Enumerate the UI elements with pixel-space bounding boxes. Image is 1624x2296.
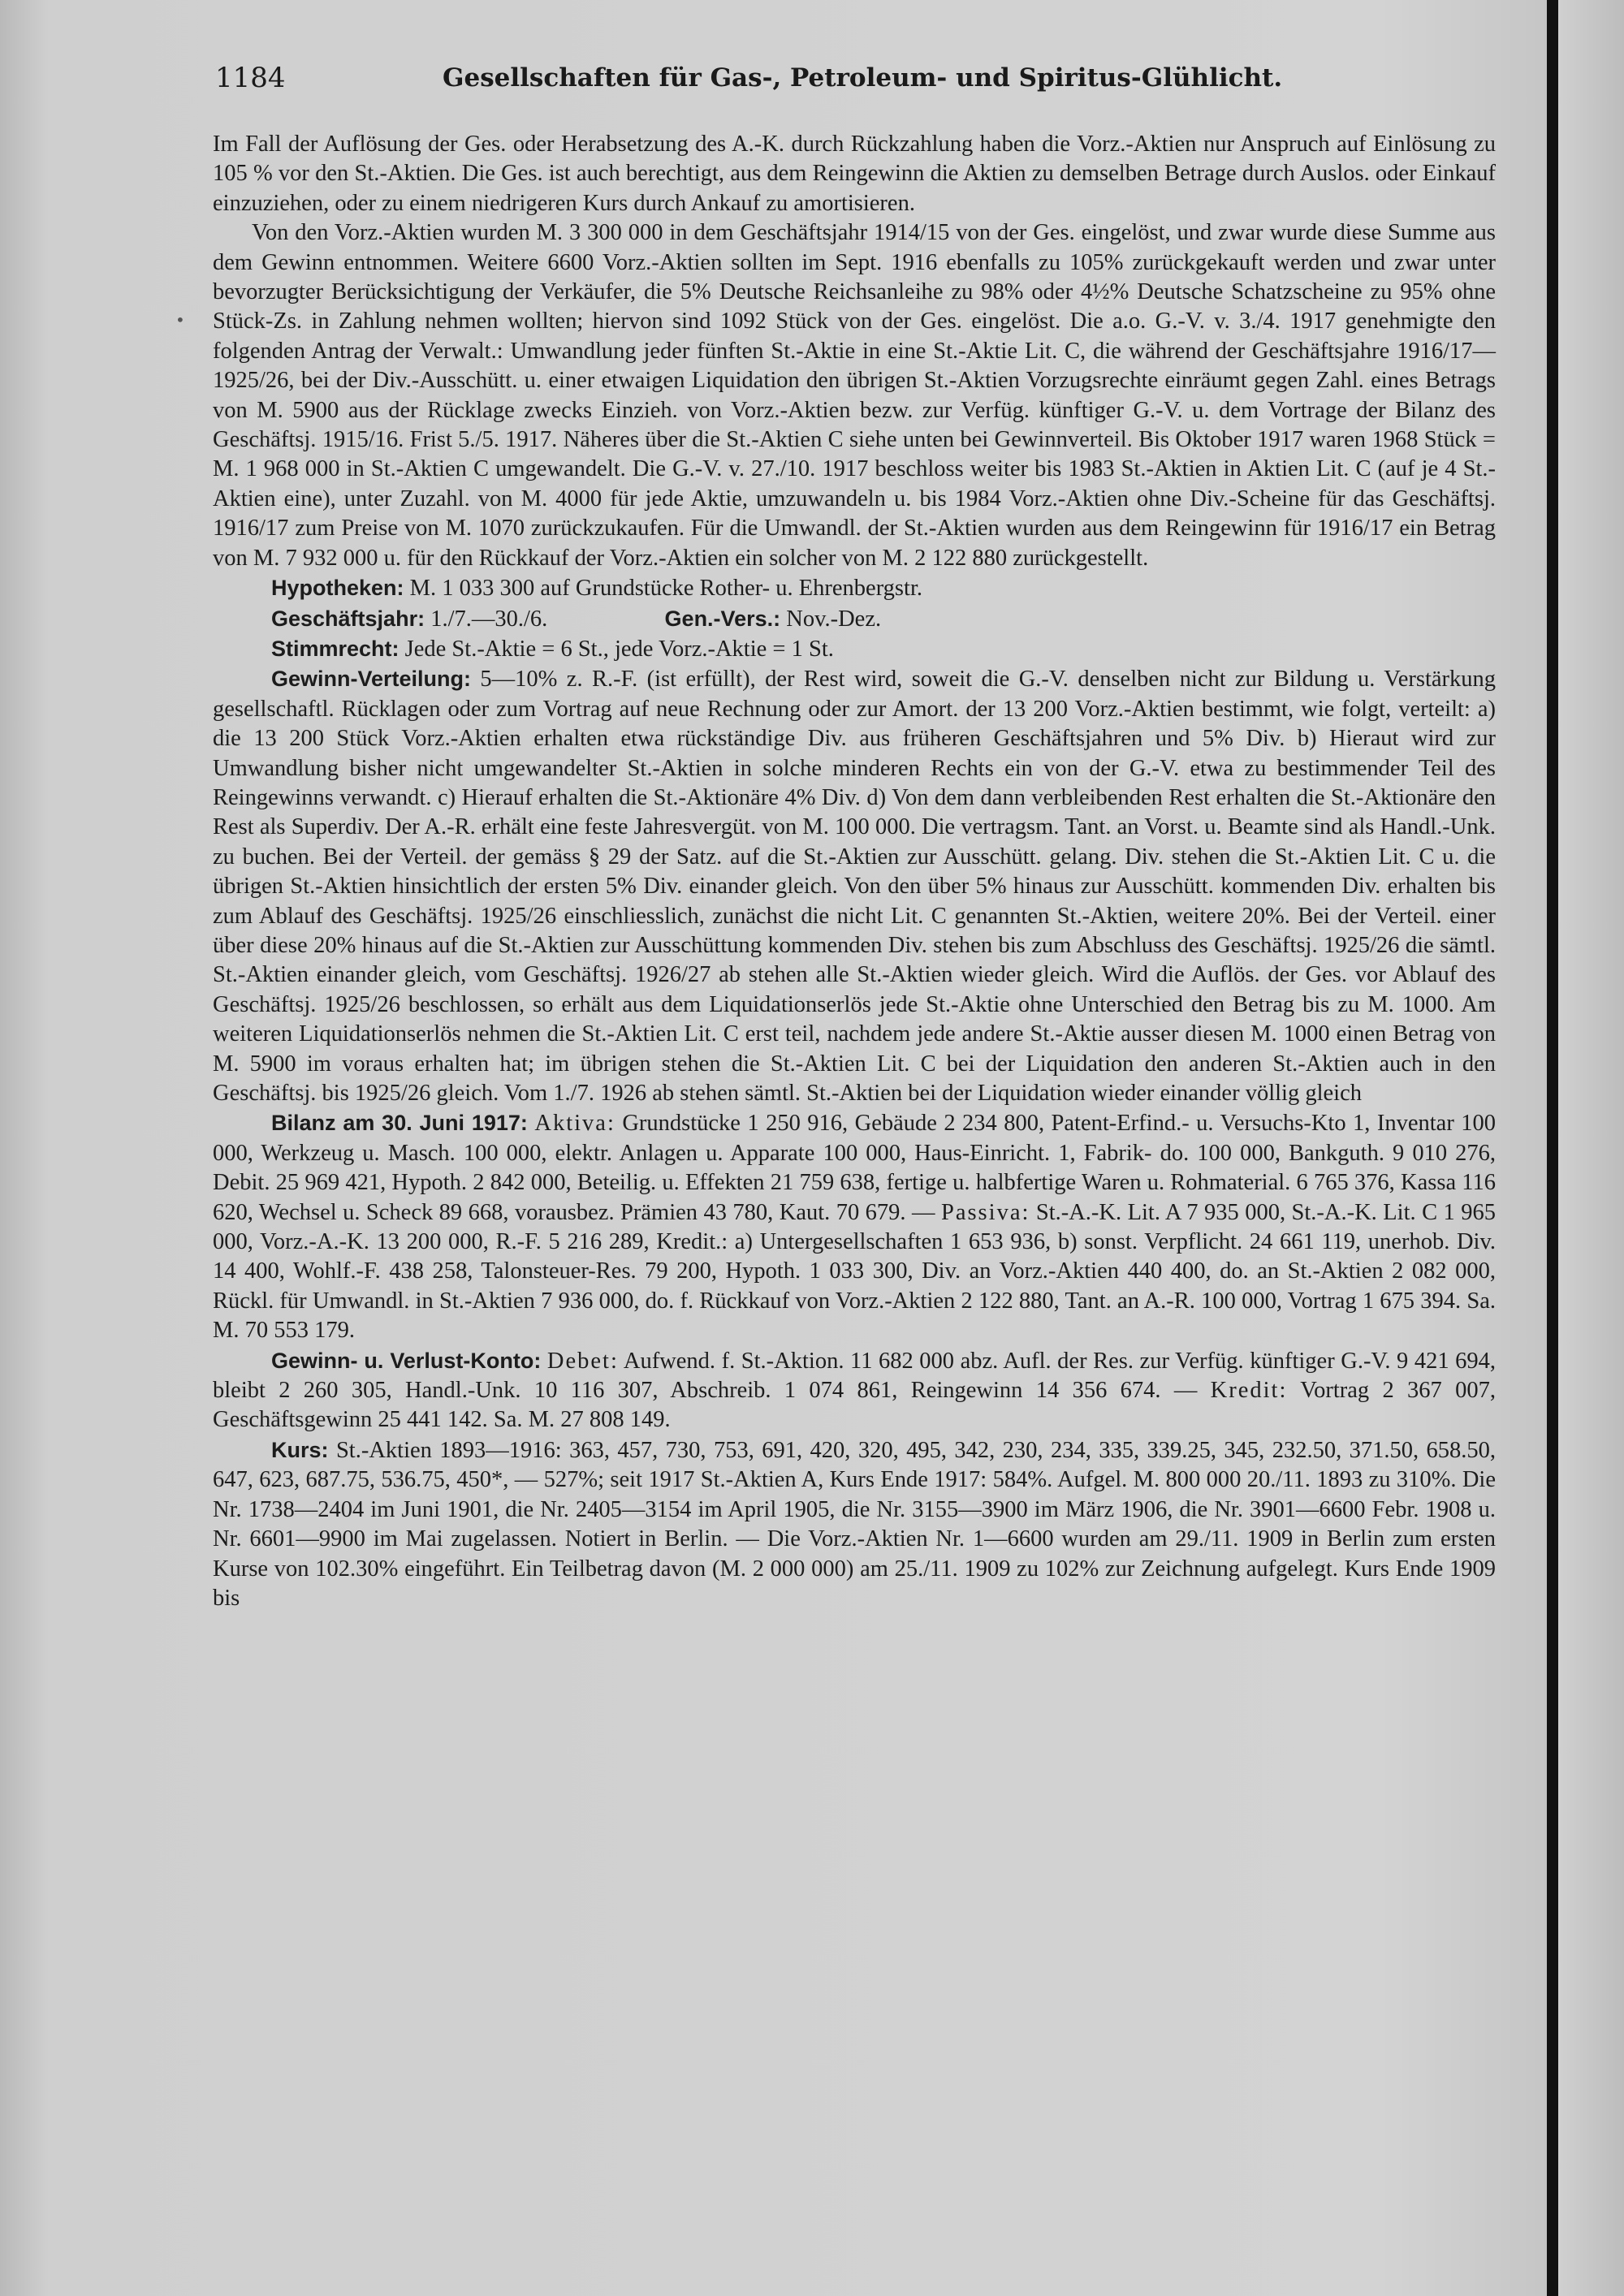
text-geschaeftsjahr: 1./7.—30./6.	[430, 606, 548, 632]
label-stimmrecht: Stimmrecht:	[271, 636, 400, 661]
paragraph-vorz-aktien: Von den Vorz.-Aktien wurden M. 3 300 000 in dem Geschäftsjahr 1914/15 von der Ges. eingelöst, und zwar wurde diese Summe aus dem Gewinn entnommen. Weitere 6600 Vorz.-Aktien sollten im Sept. 1916 ebenfalls zu 105% zurückgekauft werden und zwar unter bevorzugter Berücksichtigung der Verkäufer, die 5% Deutsche Reichsanleihe zu 98% oder 4½% Deutsche Schatzscheine zu 95% ohne Stück-Zs. in Zahlung nehmen wollten; hiervon sind 1092 Stück von der Ges. eingelöst. Die a.o. G.-V. v. 3./4. 1917 genehmigte den folgenden Antrag der Verwalt.: Umwandlung jeder fünften St.-Aktie in eine St.-Aktie Lit. C, die während der Geschäftsjahre 1916/17—1925/26, bei der Div.-Ausschütt. u. einer etwaigen Liquidation den übrigen St.-Aktien Vorzugsrechte einräumt gegen Zahl. eines Betrags von M. 5900 aus der Rücklage zwecks Einzieh. von Vorz.-Aktien bezw. zur Verfüg. künftiger G.-V. u. dem Vortrage der Bilanz des Geschäftsj. 1915/16. Frist 5./5. 1917. Näheres über die St.-Aktien C siehe unten bei Gewinnverteil. Bis Oktober 1917 waren 1968 Stück = M. 1 968 000 in St.-Aktien C umgewandelt. Die G.-V. v. 27./10. 1917 beschloss weiter bis 1983 St.-Aktien in Aktien Lit. C (auf je 4 St.-Aktien eine), unter Zuzahl. von M. 4000 für jede Aktie, umzuwandeln u. bis 1984 Vorz.-Aktien ohne Div.-Scheine für das Geschäftsj. 1916/17 zum Preise von M. 1070 zurückzukaufen. Für die Umwandl. der St.-Aktien wurden aus dem Reingewinn für 1916/17 ein Betrag von M. 7 932 000 u. für den Rückkauf der Vorz.-Aktien ein solcher von M. 2 122 880 zurückgestellt.	[213, 220, 1496, 571]
paragraph-gewinn-verteilung	[213, 664, 1496, 1108]
label-gewinn-verlust: Gewinn- u. Verlust-Konto:	[271, 1348, 542, 1373]
book-gutter	[1547, 0, 1558, 2296]
page-body	[213, 130, 1496, 1613]
label-debet: Debet:	[546, 1348, 619, 1374]
paragraph-kurs	[213, 1435, 1496, 1613]
paragraph-hypotheken	[213, 573, 1496, 603]
label-hypotheken: Hypotheken:	[271, 576, 404, 601]
text-aktiva: Grundstücke 1 250 916, Gebäude 2 234 800, Patent-Erfind.- u. Versuchs-Kto 1, Inventar 100 000, Werkzeug u. Masch. 100 000, elektr. Anlagen u. Apparate 100 000, Haus-Einricht. 1, Fabrik- do. 100 000, Bankguth. 9 010 276, Debit. 25 969 421, Hypoth. 2 842 000, Beteilig. u. Effekten 21 759 638, fertige u. halbfertige Waren u. Rohmaterial. 6 765 376, Kassa 116 620, Wechsel u. Scheck 89 668, vorausbez. Prämien 43 780, Kaut. 70 679. —	[213, 1111, 1497, 1225]
paragraph-gewinn-verlust	[213, 1346, 1496, 1435]
label-kredit: Kredit:	[1210, 1378, 1288, 1404]
paragraph-liquidation: Im Fall der Auflösung der Ges. oder Herabsetzung des A.-K. durch Rückzahlung haben die Vorz.-Aktien nur Anspruch auf Einlösung zu 105 % vor den St.-Aktien. Die Ges. ist auch berechtigt, aus dem Reingewinn die Aktien zu demselben Betrage durch Auslos. oder Einkauf einzuziehen, oder zu einem niedrigeren Kurs durch Ankauf zu amortisieren.	[213, 132, 1496, 216]
label-gewinn-verteilung: Gewinn-Verteilung:	[271, 667, 472, 692]
text-gen-vers: Nov.-Dez.	[786, 606, 882, 632]
label-bilanz: Bilanz am 30. Juni 1917:	[271, 1111, 528, 1136]
text-gewinn-verteilung: 5—10% z. R.-F. (ist erfüllt), der Rest wird, soweit die G.-V. denselben nicht zur Bildung u. Verstärkung gesellschaftl. Rücklagen oder zum Vortrag auf neue Rechnung oder zur Amort. der 13 200 Vorz.-Aktien bestimmt, wie folgt, verteilt: a) die 13 200 Stück Vorz.-Aktien erhalten etwa rückständige Div. aus früheren Geschäftsjahren und 5% Div. b) Hieraut wird zur Umwandlung bisher nicht umgewandelter St.-Aktien in solche minderen Rechts ein von der G.-V. etwa zu bestimmender Teil des Reingewinns verwandt. c) Hierauf erhalten die St.-Aktionäre 4% Div. d) Von dem dann verbleibenden Rest erhalten die St.-Aktionäre den Rest als Superdiv. Der A.-R. erhält eine feste Jahresvergüt. von M. 100 000. Die vertragsm. Tant. an Vorst. u. Beamte sind als Handl.-Unk. zu buchen. Bei der Verteil. der gemäss § 29 der Satz. auf die St.-Aktien zur Ausschütt. gelang. Div. stehen die St.-Aktien Lit. C u. die übrigen St.-Aktien hinsichtlich der ersten 5% Div. einander gleich. Von den über 5% hinaus zur Ausschütt. kommenden Div. erhalten bis zum Ablauf des Geschäftsj. 1925/26 einschliesslich, zunächst die nicht Lit. C genannten St.-Aktien, weitere 20%. Bei der Verteil. einer über diese 20% hinaus auf die St.-Aktien zur Ausschüttung kommenden Div. stehen bis zum Abschluss des Geschäftsj. 1925/26 die sämtl. St.-Aktien einander gleich, vom Geschäftsj. 1926/27 ab stehen alle St.-Aktien wieder gleich. Wird die Auflös. der Ges. vor Ablauf des Geschäftsj. 1925/26 beschlossen, so erhält aus dem Liquidationserlös jede St.-Aktie ohne Unterschied den Betrag bis zu M. 1000. Am weiteren Liquidationserlös nehmen die St.-Aktien Lit. C erst teil, nachdem jede andere St.-Aktie ausser diesen M. 1000 einen Betrag von M. 5900 im voraus erhalten hat; im übrigen stehen die St.-Aktien Lit. C bei der Liquidation den anderen St.-Aktien auch in den Geschäftsj. bis 1925/26 gleich. Vom 1./7. 1926 ab stehen sämtl. St.-Aktien bei der Liquidation wieder einander völlig gleich	[213, 667, 1497, 1106]
page-header	[215, 62, 1514, 102]
running-title: Gesellschaften für Gas-, Petroleum- und Spiritus-Glühlicht.	[443, 63, 1283, 93]
label-geschaeftsjahr: Geschäftsjahr:	[271, 606, 425, 631]
neighbor-page-edge	[1558, 0, 1624, 2296]
text-kurs: St.-Aktien 1893—1916: 363, 457, 730, 753, 691, 420, 320, 495, 342, 230, 234, 335, 339.25, 345, 232.50, 371.50, 658.50, 647, 623, 687.75, 536.75, 450*, — 527%; seit 1917 St.-Aktien A, Kurs Ende 1917: 584%. Aufgel. M. 800 000 20./11. 1893 zu 310%. Die Nr. 1738—2404 im Juni 1901, die Nr. 2405—3154 im April 1905, die Nr. 3155—3900 im März 1906, die Nr. 3901—6600 Febr. 1908 u. Nr. 6601—9900 im Mai zugelassen. Notiert in Berlin. — Die Vorz.-Aktien Nr. 1—6600 wurden am 29./11. 1909 in Berlin zum ersten Kurse von 102.30% eingeführt. Ein Teilbetrag davon (M. 2 000 000) am 25./11. 1909 zu 102% zur Zeichnung aufgelegt. Kurs Ende 1909 bis	[213, 1437, 1497, 1611]
text-hypotheken: M. 1 033 300 auf Grundstücke Rother- u. Ehrenbergstr.	[409, 576, 922, 602]
label-kurs: Kurs:	[271, 1437, 329, 1462]
text-kredit: Vortrag 2 367 007, Geschäftsgewinn 25 441 142. Sa. M. 27 808 149.	[213, 1378, 1496, 1433]
paragraph-stimmrecht	[213, 634, 1496, 664]
text-passiva: St.-A.-K. Lit. A 7 935 000, St.-A.-K. Lit. C 1 965 000, Vorz.-A.-K. 13 200 000, R.-F. 5 216 289, Kredit.: a) Untergesellschaften 1 653 936, b) sonst. Verpflicht. 24 661 119, unerhob. Div. 14 400, Wohlf.-F. 438 258, Talonsteuer-Res. 79 200, Hypoth. 1 033 300, Div. an Vorz.-Aktien 440 400, do. an St.-Aktien 2 082 000, Rückl. für Umwandl. in St.-Aktien 7 936 000, do. f. Rückkauf von Vorz.-Aktien 2 122 880, Tant. an A.-R. 100 000, Vortrag 1 675 394. Sa. M. 70 553 179.	[213, 1199, 1496, 1344]
label-gen-vers: Gen.-Vers.:	[664, 606, 781, 631]
label-passiva: Passiva:	[940, 1199, 1030, 1225]
page-number: 1184	[215, 62, 286, 94]
text-stimmrecht: Jede St.-Aktie = 6 St., jede Vorz.-Aktie = 1 St.	[404, 636, 834, 662]
ink-speck: •	[175, 310, 185, 330]
paragraph-geschaeftsjahr	[213, 604, 1496, 634]
text-debet: Aufwend. f. St.-Aktion. 11 682 000 abz. Aufl. der Res. zur Verfüg. künftiger G.-V. 9 421 694, bleibt 2 260 305, Handl.-Unk. 10 116 307, Abschreib. 1 074 861, Reingewinn 14 356 674. —	[213, 1348, 1496, 1404]
label-aktiva: Aktiva:	[534, 1111, 615, 1137]
paragraph-bilanz	[213, 1108, 1496, 1345]
